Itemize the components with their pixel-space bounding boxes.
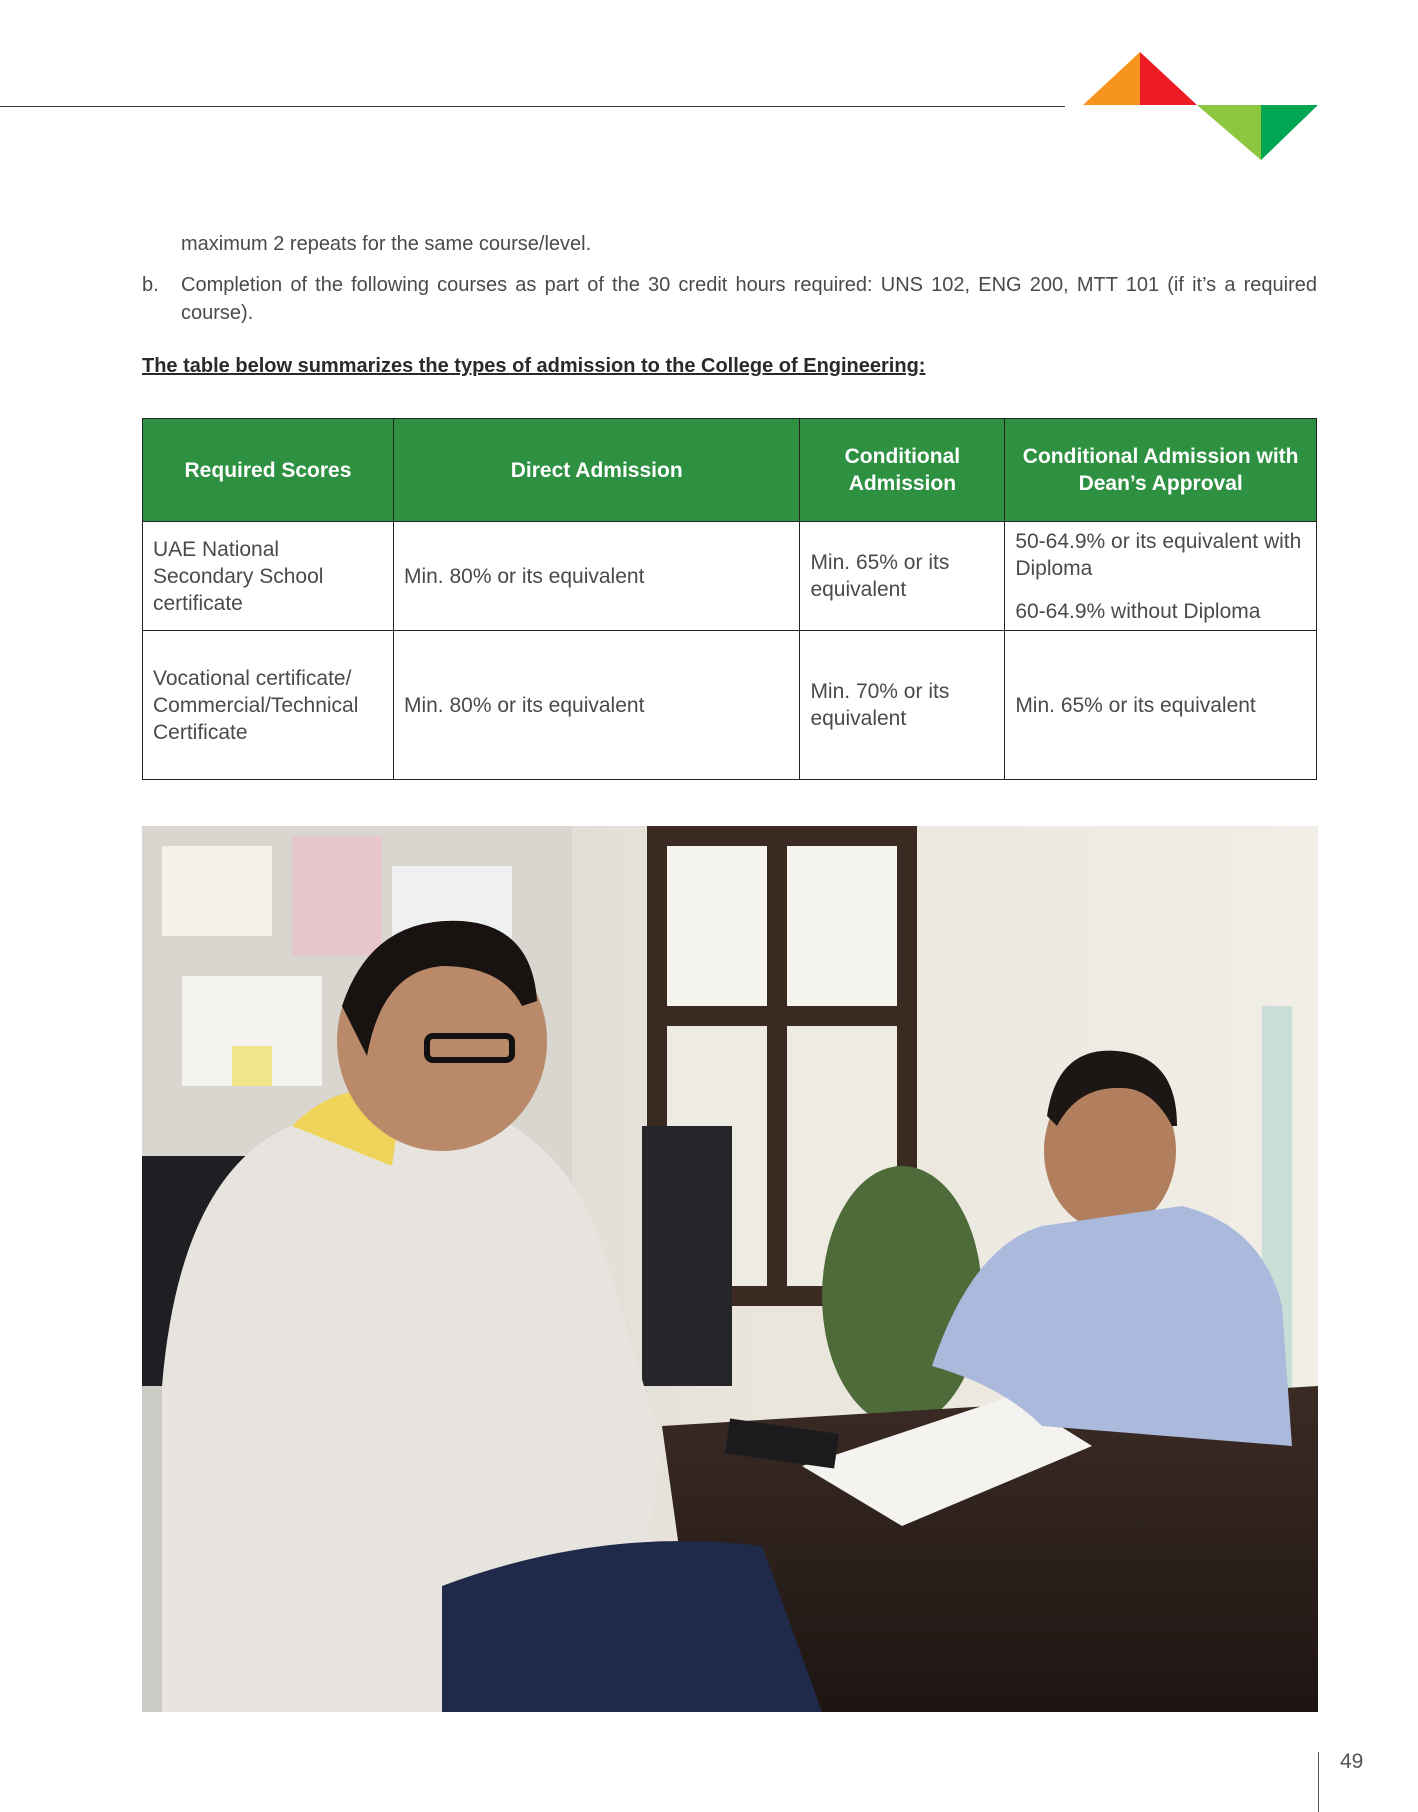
cell-dean-approval [1005, 522, 1317, 631]
photo-pinned-paper [162, 846, 272, 936]
logo-light-green-triangle [1197, 105, 1261, 160]
photo-window-pane [667, 846, 767, 1006]
header-dean-approval: Conditional Admission with Dean’s Approval [1005, 419, 1317, 522]
header-required-scores: Required Scores [143, 419, 394, 522]
photo-monitor-center [642, 1126, 732, 1386]
list-continuation-text: maximum 2 repeats for the same course/level. [181, 233, 592, 255]
logo-red-triangle [1140, 52, 1197, 105]
list-marker: b. [142, 274, 159, 296]
photo-window-pane [787, 846, 897, 1006]
logo-orange-triangle [1083, 52, 1140, 105]
cell-dean-approval [1005, 631, 1317, 780]
photo-plant [822, 1166, 982, 1426]
advising-session-photo [142, 826, 1318, 1712]
cell-required-score: Vocational certificate/ Commercial/Technical Certificate [143, 631, 394, 780]
cell-dean-line: Min. 65% or its equivalent [1015, 693, 1256, 717]
footer-rule [1318, 1752, 1319, 1812]
header-conditional-admission: Conditional Admission [800, 419, 1005, 522]
page-number: 49 [1340, 1750, 1364, 1773]
photo-pinned-paper [232, 1046, 272, 1086]
table-header-row [143, 419, 1317, 522]
admission-types-table [142, 418, 1317, 780]
cell-dean-line: 60-64.9% without Diploma [1015, 599, 1261, 623]
cell-required-score: UAE National Secondary School certificate [143, 522, 394, 631]
photo-pinned-paper [292, 836, 382, 956]
header-direct-admission: Direct Admission [393, 419, 799, 522]
cell-conditional-admission: Min. 65% or its equivalent [800, 522, 1005, 631]
header-rule [0, 106, 1065, 107]
brand-triangles-logo [1080, 50, 1320, 162]
list-item-b [142, 271, 1317, 327]
table-row [143, 631, 1317, 780]
table-row [143, 522, 1317, 631]
cell-direct-admission: Min. 80% or its equivalent [393, 631, 799, 780]
list-item-text: Completion of the following courses as part of the 30 credit hours required: UNS 102, ENG 200, MTT 101 (if it’s a required course). [181, 274, 1317, 324]
cell-direct-admission: Min. 80% or its equivalent [393, 522, 799, 631]
cell-dean-line: 50-64.9% or its equivalent with Diploma [1015, 529, 1302, 580]
logo-green-triangle [1261, 105, 1318, 160]
table-intro-heading: The table below summarizes the types of admission to the College of Engineering: [142, 355, 926, 377]
cell-conditional-admission: Min. 70% or its equivalent [800, 631, 1005, 780]
